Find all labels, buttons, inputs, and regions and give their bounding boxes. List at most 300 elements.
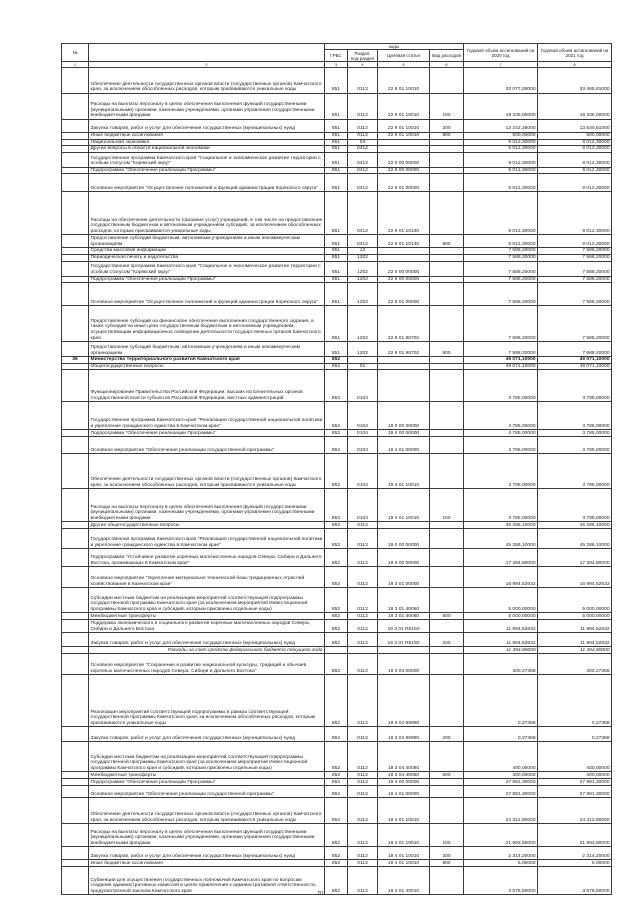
- section-cell: 0412: [348, 167, 378, 174]
- row-number-cell: [62, 120, 89, 133]
- amount-2021-cell: 3 785,00000: [538, 370, 612, 402]
- amount-2020-cell: 17 394,80000: [464, 549, 538, 567]
- description-cell: Расходы на выплаты персоналу в целях обеспечения выполнения функций государственными (муниципальными) органами, казенными учреждениями, органами управления государственными внебюджетными фондами: [89, 489, 325, 522]
- amount-2020-cell: 7 588,20000: [464, 306, 538, 342]
- amount-2020-cell: 3 785,00000: [464, 430, 538, 437]
- table-row: [62, 276, 612, 283]
- budget-allocation-table: [61, 43, 612, 895]
- expense-type-cell: [430, 742, 464, 772]
- table-body: [62, 68, 612, 895]
- header-target-article: Целевая статья: [378, 50, 430, 62]
- target-article-cell: 19 4 01 10010: [378, 860, 430, 867]
- amount-2021-cell: 9 012,30000: [538, 146, 612, 153]
- section-cell: 0412: [348, 152, 378, 167]
- amount-2021-cell: 3 785,00000: [538, 489, 612, 522]
- column-number: 5: [378, 62, 430, 68]
- table-header: [62, 44, 612, 68]
- target-article-cell: 19 3 01 R5150: [378, 620, 430, 633]
- table-row: [62, 437, 612, 454]
- target-article-cell: 19 3 00 00000: [378, 549, 430, 567]
- table-row: [62, 167, 612, 174]
- header-expense-type: Вид расходов: [430, 50, 464, 62]
- target-article-cell: 22 9 01 10010: [378, 133, 430, 140]
- expense-type-cell: [430, 620, 464, 633]
- amount-2020-cell: 3 785,00000: [464, 489, 538, 522]
- target-article-cell: 22 9 01 10140: [378, 235, 430, 248]
- table-row: [62, 68, 612, 94]
- description-cell: Иные бюджетные ассигнования: [89, 860, 325, 867]
- grbs-cell: 851: [325, 261, 348, 276]
- row-number-cell: [62, 363, 89, 370]
- amount-2021-cell: 9 012,30000: [538, 139, 612, 146]
- grbs-cell: 852: [325, 613, 348, 620]
- table-row: [62, 146, 612, 153]
- expense-type-cell: [430, 283, 464, 306]
- amount-2021-cell: 16 994,52632: [538, 567, 612, 588]
- row-number-cell: [62, 146, 89, 153]
- table-row: [62, 489, 612, 522]
- description-cell: Субвенции для осуществления государственных полномочий Камчатского края по вопросам создания административных комиссий в целях привлечения к административной ответственности, предусмотренной законом Камчатского края: [89, 867, 325, 895]
- row-number-cell: [62, 370, 89, 402]
- amount-2020-cell: 5,00000: [464, 860, 538, 867]
- expense-type-cell: 500: [430, 772, 464, 779]
- amount-2021-cell: 13 630,61000: [538, 120, 612, 133]
- table-row: [62, 779, 612, 786]
- expense-type-cell: [430, 363, 464, 370]
- row-number-cell: [62, 522, 89, 529]
- grbs-cell: 852: [325, 772, 348, 779]
- amount-2021-cell: 45 286,10000: [538, 529, 612, 549]
- section-cell: 0113: [348, 742, 378, 772]
- row-number-cell: [62, 402, 89, 430]
- row-number-cell: [62, 633, 89, 647]
- row-number-cell: [62, 860, 89, 867]
- grbs-cell: 852: [325, 489, 348, 522]
- grbs-cell: 852: [325, 867, 348, 895]
- amount-2020-cell: 49 071,10000: [464, 357, 538, 364]
- section-cell: 0113: [348, 549, 378, 567]
- description-cell: Обеспечение деятельности государственных органов власти (государственных органов) Камчатского края, за исключением обособленных расходов, которым присваиваются уникальные коды: [89, 798, 325, 824]
- amount-2020-cell: 500,00000: [464, 133, 538, 140]
- section-cell: 1202: [348, 261, 378, 276]
- amount-2021-cell: 19 335,00000: [538, 94, 612, 120]
- row-number-cell: [62, 567, 89, 588]
- target-article-cell: 22 9 01 10010: [378, 94, 430, 120]
- description-cell: Основное мероприятие "Осуществление полномочий и функций администрации Корякского округа": [89, 174, 325, 192]
- target-article-cell: 22 9 01 98702: [378, 306, 430, 342]
- description-cell: Подпрограмма "Обеспечение реализации Программы": [89, 430, 325, 437]
- column-number: 1: [62, 62, 89, 68]
- expense-type-cell: [430, 786, 464, 798]
- amount-2021-cell: 33 465,61000: [538, 68, 612, 94]
- target-article-cell: [378, 522, 430, 529]
- expense-type-cell: 600: [430, 342, 464, 357]
- amount-2020-cell: 9 012,30000: [464, 139, 538, 146]
- grbs-cell: 851: [325, 167, 348, 174]
- expense-type-cell: [430, 647, 464, 654]
- row-number-cell: [62, 588, 89, 613]
- target-article-cell: [378, 139, 430, 146]
- section-cell: 0113: [348, 567, 378, 588]
- target-article-cell: 19 4 01 10010: [378, 454, 430, 489]
- target-article-cell: [378, 254, 430, 261]
- section-cell: 0113: [348, 798, 378, 824]
- section-cell: 0113: [348, 779, 378, 786]
- grbs-cell: 852: [325, 860, 348, 867]
- amount-2021-cell: 3 785,00000: [538, 454, 612, 489]
- table-row: [62, 654, 612, 675]
- section-cell: 0113: [348, 654, 378, 675]
- row-number-cell: [62, 68, 89, 94]
- row-number-cell: [62, 620, 89, 633]
- table-row: [62, 847, 612, 860]
- grbs-cell: 851: [325, 139, 348, 146]
- row-number-cell: [62, 779, 89, 786]
- amount-2020-cell: 9 012,30000: [464, 235, 538, 248]
- amount-2020-cell: 45 286,10000: [464, 522, 538, 529]
- amount-2021-cell: 7 588,20000: [538, 261, 612, 276]
- amount-2020-cell: 11 994,52632: [464, 633, 538, 647]
- amount-2021-cell: 49 071,10000: [538, 357, 612, 364]
- grbs-cell: 851: [325, 276, 348, 283]
- description-cell: Другие общегосударственные вопросы: [89, 522, 325, 529]
- amount-2021-cell: 400,27368: [538, 654, 612, 675]
- amount-2020-cell: 0,27368: [464, 675, 538, 727]
- row-number-cell: [62, 675, 89, 727]
- expense-type-cell: 100: [430, 489, 464, 522]
- amount-2020-cell: 49 071,10000: [464, 363, 538, 370]
- amount-2020-cell: 11 994,52632: [464, 620, 538, 633]
- amount-2021-cell: 9 012,30000: [538, 167, 612, 174]
- row-number-cell: [62, 254, 89, 261]
- row-number-cell: [62, 342, 89, 357]
- amount-2021-cell: 17 394,80000: [538, 549, 612, 567]
- target-article-cell: 19 4 01 10010: [378, 798, 430, 824]
- amount-2021-cell: 500,00000: [538, 133, 612, 140]
- target-article-cell: 22 9 01 10140: [378, 192, 430, 235]
- target-article-cell: 19 3 04 40060: [378, 742, 430, 772]
- amount-2021-cell: 3 785,00000: [538, 402, 612, 430]
- amount-2021-cell: 7 588,20000: [538, 283, 612, 306]
- grbs-cell: 851: [325, 248, 348, 255]
- expense-type-cell: [430, 152, 464, 167]
- grbs-cell: 851: [325, 146, 348, 153]
- description-cell: Предоставление субсидий на финансовое обеспечение выполнения государственного задания, а также субсидий на иные цели государственным бюджетным и автономным учреждениям, осуществляющим информационное освещение деятельности государственных органов Камчатского края: [89, 306, 325, 342]
- amount-2020-cell: 13 242,28000: [464, 120, 538, 133]
- description-cell: Подпрограмма "Обеспечение реализации Программы": [89, 167, 325, 174]
- description-cell: Государственная программа Камчатского края "Реализация государственной национальной политики и укрепление гражданского единства в Камчатском крае": [89, 402, 325, 430]
- description-cell: Субсидии местным бюджетам на реализацию мероприятий соответствующей подпрограммы государственной программы Камчатского края (за исключением мероприятий Инвестиционной программы Камчатского края и субсидий, которым присвоены отдельные коды): [89, 742, 325, 772]
- amount-2020-cell: 24 312,80000: [464, 798, 538, 824]
- grbs-cell: 852: [325, 847, 348, 860]
- expense-type-cell: [430, 248, 464, 255]
- target-article-cell: 22 9 01 98702: [378, 342, 430, 357]
- target-article-cell: [378, 647, 430, 654]
- target-article-cell: 22 9 00 00000: [378, 276, 430, 283]
- description-cell: Расходы на выплаты персоналу в целях обеспечения выполнения функций государственными (муниципальными) органами, казенными учреждениями, органами управления государственными внебюджетными фондами: [89, 824, 325, 847]
- description-cell: Функционирование Правительства Российской Федерации, высших исполнительных органов государственной власти субъектов Российской Федерации, местных администраций: [89, 370, 325, 402]
- description-cell: Расходы на выплаты персоналу в целях обеспечения выполнения функций государственными (муниципальными) органами, казенными учреждениями, органами управления государственными внебюджетными фондами: [89, 94, 325, 120]
- grbs-cell: 852: [325, 588, 348, 613]
- amount-2020-cell: 9 012,30000: [464, 146, 538, 153]
- amount-2020-cell: 9 012,30000: [464, 174, 538, 192]
- amount-2020-cell: 3 785,00000: [464, 437, 538, 454]
- amount-2020-cell: 0,27368: [464, 727, 538, 742]
- section-cell: 1202: [348, 306, 378, 342]
- description-cell: Расходы за счет средств федерального бюджета текущего года: [89, 647, 325, 654]
- table-row: [62, 647, 612, 654]
- table-row: [62, 370, 612, 402]
- column-number: 7: [464, 62, 538, 68]
- grbs-cell: 852: [325, 370, 348, 402]
- description-cell: Основное мероприятие "Осуществление полномочий и функций администрации Корякского округа": [89, 283, 325, 306]
- table-row: [62, 430, 612, 437]
- section-cell: 1202: [348, 342, 378, 357]
- grbs-cell: 851: [325, 192, 348, 235]
- table-row: [62, 261, 612, 276]
- section-cell: 0113: [348, 522, 378, 529]
- expense-type-cell: [430, 654, 464, 675]
- section-cell: 0113: [348, 772, 378, 779]
- amount-2020-cell: 7 588,20000: [464, 276, 538, 283]
- section-cell: 0113: [348, 94, 378, 120]
- expense-type-cell: [430, 370, 464, 402]
- target-article-cell: 19 3 01 R5150: [378, 633, 430, 647]
- section-cell: 0113: [348, 68, 378, 94]
- section-cell: 0113: [348, 620, 378, 633]
- amount-2020-cell: 3 578,50000: [464, 867, 538, 895]
- description-cell: Министерство территориального развития Камчатского края: [89, 357, 325, 364]
- table-row: [62, 357, 612, 364]
- target-article-cell: 19 4 01 00000: [378, 437, 430, 454]
- description-cell: Другие вопросы в области национальной экономики: [89, 146, 325, 153]
- header-description: [89, 44, 325, 62]
- amount-2020-cell: 19 335,00000: [464, 94, 538, 120]
- expense-type-cell: [430, 454, 464, 489]
- amount-2020-cell: 400,27368: [464, 654, 538, 675]
- expense-type-cell: [430, 437, 464, 454]
- expense-type-cell: 200: [430, 727, 464, 742]
- expense-type-cell: 600: [430, 235, 464, 248]
- grbs-cell: 852: [325, 779, 348, 786]
- description-cell: Подпрограмма "Обеспечение реализации Программы": [89, 779, 325, 786]
- row-number-cell: [62, 139, 89, 146]
- target-article-cell: 19 3 01 00000: [378, 567, 430, 588]
- amount-2021-cell: 0,27368: [538, 675, 612, 727]
- target-article-cell: [378, 248, 430, 255]
- amount-2020-cell: 400,00000: [464, 772, 538, 779]
- row-number-cell: 36: [62, 357, 89, 364]
- row-number-cell: [62, 727, 89, 742]
- column-number: 4: [348, 62, 378, 68]
- section-cell: 12: [348, 248, 378, 255]
- header-grbs: ГРБС: [325, 50, 348, 62]
- amount-2020-cell: 21 993,60000: [464, 824, 538, 847]
- description-cell: Средства массовой информации: [89, 248, 325, 255]
- amount-2020-cell: 9 012,30000: [464, 152, 538, 167]
- grbs-cell: 851: [325, 342, 348, 357]
- amount-2020-cell: 11 394,80000: [464, 647, 538, 654]
- grbs-cell: 852: [325, 620, 348, 633]
- table-row: [62, 567, 612, 588]
- amount-2020-cell: 3 785,00000: [464, 402, 538, 430]
- expense-type-cell: 200: [430, 847, 464, 860]
- section-cell: 0412: [348, 146, 378, 153]
- row-number-cell: [62, 742, 89, 772]
- section-cell: 0113: [348, 613, 378, 620]
- expense-type-cell: 200: [430, 120, 464, 133]
- amount-2020-cell: 3 785,00000: [464, 454, 538, 489]
- amount-2020-cell: 7 588,20000: [464, 283, 538, 306]
- description-cell: Государственная программа Камчатского края "Социальное и экономическое развитие территории с особым статусом "Корякский округ": [89, 261, 325, 276]
- description-cell: Межбюджетные трансферты: [89, 613, 325, 620]
- section-cell: 0104: [348, 489, 378, 522]
- description-cell: Основное мероприятие "Обеспечение реализации государственной программы": [89, 786, 325, 798]
- row-number-cell: [62, 772, 89, 779]
- column-number: 2: [89, 62, 325, 68]
- description-cell: Национальная экономика: [89, 139, 325, 146]
- description-cell: Закупка товаров, работ и услуг для обеспечения государственных (муниципальных) нужд: [89, 120, 325, 133]
- column-number: 8: [538, 62, 612, 68]
- amount-2020-cell: 3 785,00000: [464, 370, 538, 402]
- row-number-cell: [62, 437, 89, 454]
- grbs-cell: 851: [325, 306, 348, 342]
- amount-2020-cell: 7 588,20000: [464, 254, 538, 261]
- expense-type-cell: [430, 402, 464, 430]
- description-cell: Периодическая печать и издательства: [89, 254, 325, 261]
- section-cell: 1202: [348, 254, 378, 261]
- amount-2020-cell: 7 588,20000: [464, 261, 538, 276]
- description-cell: Предоставление субсидий бюджетным, автономным учреждениям и иным некоммерческим организациям: [89, 342, 325, 357]
- target-article-cell: 19 4 00 00000: [378, 430, 430, 437]
- section-cell: 0113: [348, 824, 378, 847]
- grbs-cell: [325, 647, 348, 654]
- target-article-cell: 19 3 04 00000: [378, 654, 430, 675]
- target-article-cell: 19 4 01 10010: [378, 489, 430, 522]
- description-cell: Субсидии местным бюджетам на реализацию мероприятий соответствующей подпрограммы государственной программы Камчатского края (за исключением мероприятий Инвестиционной программы Камчатского края и субсидий, которым присвоены отдельные коды): [89, 588, 325, 613]
- expense-type-cell: [430, 430, 464, 437]
- table-row: [62, 522, 612, 529]
- amount-2021-cell: 7 588,20000: [538, 254, 612, 261]
- row-number-cell: [62, 235, 89, 248]
- grbs-cell: 852: [325, 529, 348, 549]
- column-number: 3: [325, 62, 348, 68]
- table-row: [62, 588, 612, 613]
- amount-2020-cell: 27 891,30000: [464, 786, 538, 798]
- grbs-cell: 851: [325, 68, 348, 94]
- row-number-cell: [62, 94, 89, 120]
- target-article-cell: 22 0 00 00000: [378, 261, 430, 276]
- target-article-cell: 19 0 00 00000: [378, 529, 430, 549]
- section-cell: 0113: [348, 786, 378, 798]
- column-number: 6: [430, 62, 464, 68]
- target-article-cell: 22 9 01 00000: [378, 283, 430, 306]
- row-number-cell: [62, 647, 89, 654]
- section-cell: 0113: [348, 529, 378, 549]
- description-cell: Основное мероприятие "Обеспечение реализации государственной программы": [89, 437, 325, 454]
- target-article-cell: 22 9 01 10010: [378, 68, 430, 94]
- section-cell: 0412: [348, 174, 378, 192]
- description-cell: Предоставление субсидий бюджетным, автономным учреждениям и иным некоммерческим организациям: [89, 235, 325, 248]
- section-cell: 0412: [348, 192, 378, 235]
- grbs-cell: 852: [325, 363, 348, 370]
- amount-2021-cell: 9 012,30000: [538, 174, 612, 192]
- row-number-cell: [62, 167, 89, 174]
- target-article-cell: 19 3 04 99990: [378, 675, 430, 727]
- description-cell: Поддержка экономического и социального развития коренных малочисленных народов Севера, Сибири и Дальнего Востока: [89, 620, 325, 633]
- target-article-cell: 19 3 01 40060: [378, 588, 430, 613]
- table-row: [62, 342, 612, 357]
- expense-type-cell: 500: [430, 613, 464, 620]
- row-number-cell: [62, 283, 89, 306]
- table-row: [62, 120, 612, 133]
- row-number-cell: [62, 306, 89, 342]
- description-cell: Обеспечение деятельности государственных органов власти (государственных органов) Камчатского края, за исключением обособленных расходов, которым присваиваются уникальные коды: [89, 454, 325, 489]
- grbs-cell: 852: [325, 549, 348, 567]
- amount-2020-cell: 9 012,30000: [464, 192, 538, 235]
- grbs-cell: 851: [325, 235, 348, 248]
- amount-2021-cell: 45 286,10000: [538, 522, 612, 529]
- table-row: [62, 798, 612, 824]
- amount-2020-cell: 16 994,52632: [464, 567, 538, 588]
- expense-type-cell: [430, 192, 464, 235]
- amount-2021-cell: 7 588,20000: [538, 342, 612, 357]
- row-number-cell: [62, 549, 89, 567]
- expense-type-cell: 100: [430, 824, 464, 847]
- section-cell: 1202: [348, 283, 378, 306]
- table-row: [62, 549, 612, 567]
- amount-2021-cell: 0,27368: [538, 727, 612, 742]
- expense-type-cell: [430, 167, 464, 174]
- grbs-cell: 851: [325, 174, 348, 192]
- expense-type-cell: [430, 139, 464, 146]
- table-row: [62, 248, 612, 255]
- header-codes: коды: [325, 44, 464, 50]
- description-cell: Закупка товаров, работ и услуг для обеспечения государственных (муниципальных) нужд: [89, 727, 325, 742]
- table-row: [62, 192, 612, 235]
- amount-2021-cell: 3 785,00000: [538, 437, 612, 454]
- description-cell: Расходы на обеспечение деятельности (оказание услуг) учреждений, в том числе на предоставление государственным бюджетным и автономным учреждениям субсидий, за исключением обособленных расходов, которым присваиваются уникальные коды: [89, 192, 325, 235]
- target-article-cell: 19 4 01 10010: [378, 824, 430, 847]
- target-article-cell: 19 3 04 40060: [378, 772, 430, 779]
- grbs-cell: 852: [325, 654, 348, 675]
- expense-type-cell: [430, 254, 464, 261]
- amount-2021-cell: 21 993,60000: [538, 824, 612, 847]
- row-number-cell: [62, 248, 89, 255]
- table-row: [62, 174, 612, 192]
- expense-type-cell: [430, 174, 464, 192]
- page-number: 70: [316, 891, 324, 897]
- section-cell: 0113: [348, 675, 378, 727]
- amount-2021-cell: 400,00000: [538, 772, 612, 779]
- target-article-cell: 22 0 00 00000: [378, 152, 430, 167]
- grbs-cell: 851: [325, 94, 348, 120]
- expense-type-cell: [430, 68, 464, 94]
- table-row: [62, 727, 612, 742]
- amount-2020-cell: 5 000,00000: [464, 588, 538, 613]
- amount-2020-cell: 27 891,30000: [464, 779, 538, 786]
- expense-type-cell: 800: [430, 860, 464, 867]
- section-cell: [348, 647, 378, 654]
- table-row: [62, 152, 612, 167]
- amount-2021-cell: 24 312,80000: [538, 798, 612, 824]
- row-number-cell: [62, 824, 89, 847]
- section-cell: 0104: [348, 430, 378, 437]
- expense-type-cell: [430, 779, 464, 786]
- row-number-cell: [62, 454, 89, 489]
- grbs-cell: 852: [325, 786, 348, 798]
- amount-2021-cell: 9 012,30000: [538, 235, 612, 248]
